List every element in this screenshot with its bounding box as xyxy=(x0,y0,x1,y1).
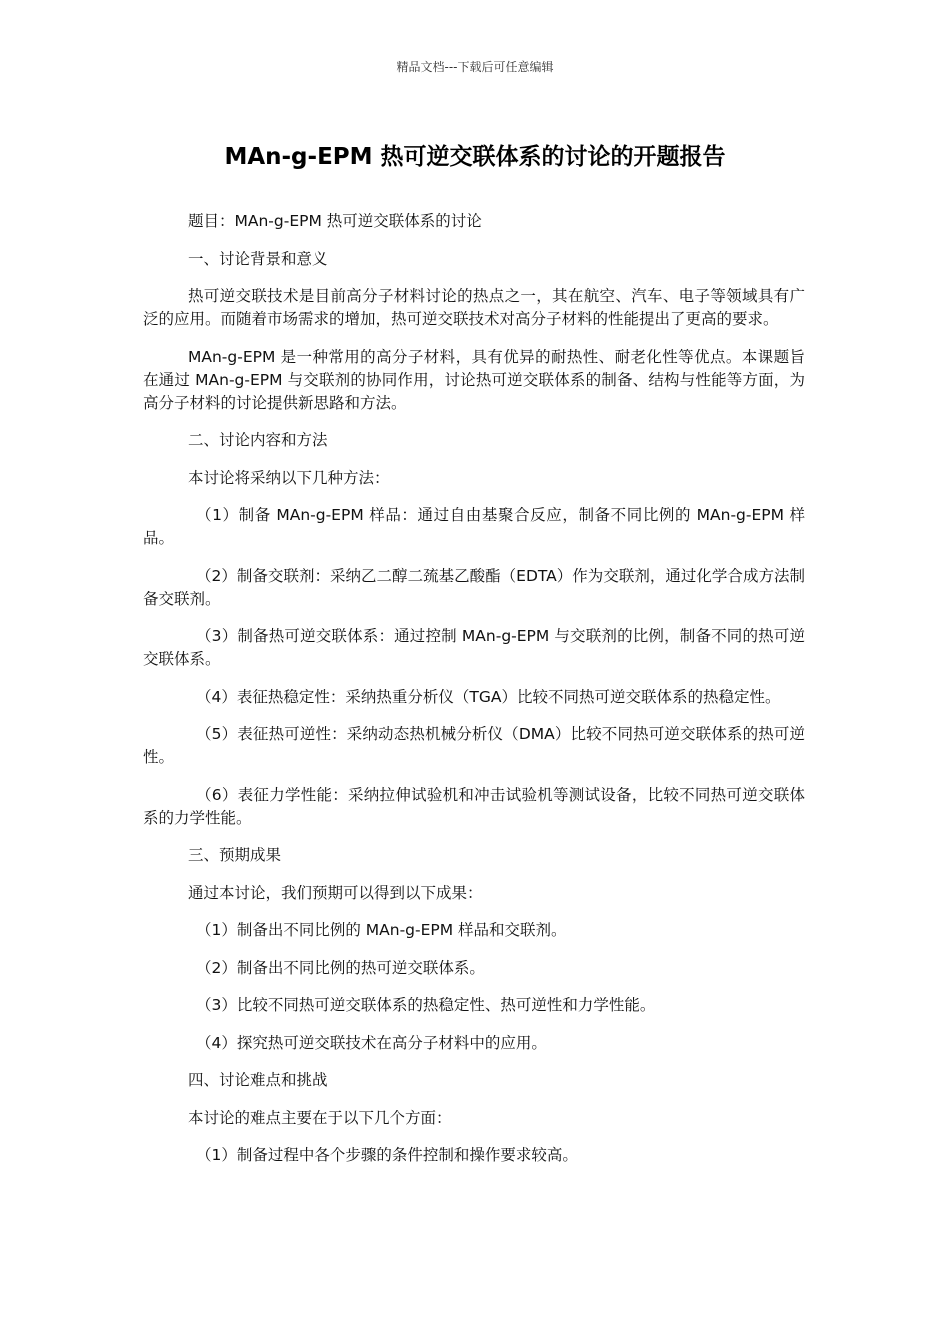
document-title: MAn-g-EPM 热可逆交联体系的讨论的开题报告 xyxy=(224,144,726,170)
section-heading-2: 二、讨论内容和方法 xyxy=(188,431,328,449)
difficulty-item-1: （1）制备过程中各个步骤的条件控制和操作要求较高。 xyxy=(196,1146,578,1164)
paragraph-significance: MAn-g-EPM 是一种常用的高分子材料，具有优异的耐热性、耐老化性等优点。本课题旨在通过 MAn-g-EPM 与交联剂的协同作用，讨论热可逆交联体系的制备、结构与性能等方面，为高分子材料的讨论提供新思路和方法。 xyxy=(143,347,805,412)
page-header-note: 精品文档---下载后可任意编辑 xyxy=(396,60,554,74)
method-item-6: （6）表征力学性能：采纳拉伸试验机和冲击试验机等测试设备，比较不同热可逆交联体系的力学性能。 xyxy=(143,785,805,827)
paragraph-methods-intro: 本讨论将采纳以下几种方法： xyxy=(188,468,390,487)
outcome-item-3: （3）比较不同热可逆交联体系的热稳定性、热可逆性和力学性能。 xyxy=(196,996,656,1014)
paragraph-background: 热可逆交联技术是目前高分子材料讨论的热点之一，其在航空、汽车、电子等领域具有广泛的应用。而随着市场需求的增加，热可逆交联技术对高分子材料的性能提出了更高的要求。 xyxy=(143,287,805,328)
method-item-1: （1）制备 MAn-g-EPM 样品：通过自由基聚合反应，制备不同比例的 MAn-g-EPM 样品。 xyxy=(143,506,805,547)
outcome-item-1: （1）制备出不同比例的 MAn-g-EPM 样品和交联剂。 xyxy=(196,921,567,939)
section-heading-1: 一、讨论背景和意义 xyxy=(188,249,328,268)
method-item-4: （4）表征热稳定性：采纳热重分析仪（TGA）比较不同热可逆交联体系的热稳定性。 xyxy=(196,687,781,706)
method-item-2: （2）制备交联剂：采纳乙二醇二巯基乙酸酯（EDTA）作为交联剂，通过化学合成方法制备交联剂。 xyxy=(143,566,805,608)
paragraph-outcomes-intro: 通过本讨论，我们预期可以得到以下成果： xyxy=(188,883,483,902)
paragraph-topic: 题目：MAn-g-EPM 热可逆交联体系的讨论 xyxy=(188,212,482,230)
outcome-item-4: （4）探究热可逆交联技术在高分子材料中的应用。 xyxy=(196,1033,547,1052)
method-item-3: （3）制备热可逆交联体系：通过控制 MAn-g-EPM 与交联剂的比例，制备不同的热可逆交联体系。 xyxy=(143,627,805,668)
method-item-5: （5）表征热可逆性：采纳动态热机械分析仪（DMA）比较不同热可逆交联体系的热可逆性。 xyxy=(143,725,805,766)
document-body xyxy=(143,210,805,1182)
section-heading-3: 三、预期成果 xyxy=(188,846,282,864)
outcome-item-2: （2）制备出不同比例的热可逆交联体系。 xyxy=(196,958,485,977)
paragraph-difficulties-intro: 本讨论的难点主要在于以下几个方面： xyxy=(188,1108,452,1127)
section-heading-4: 四、讨论难点和挑战 xyxy=(188,1071,328,1089)
